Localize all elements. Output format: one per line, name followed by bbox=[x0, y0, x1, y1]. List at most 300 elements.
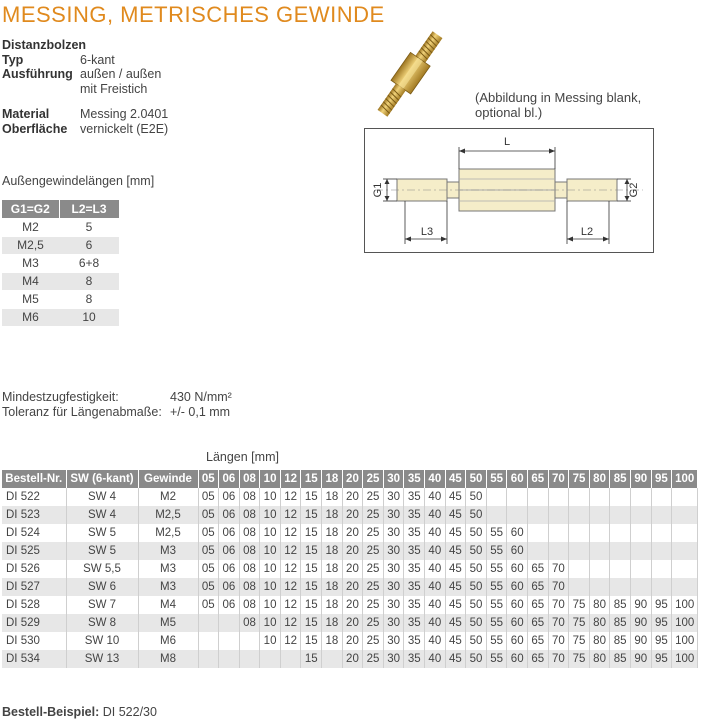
table-cell: 12 bbox=[280, 524, 301, 542]
order-header-13: 35 bbox=[404, 470, 425, 488]
table-cell: 30 bbox=[383, 542, 404, 560]
table-cell bbox=[589, 578, 610, 596]
table-cell: 45 bbox=[445, 578, 466, 596]
order-header-3: 05 bbox=[198, 470, 219, 488]
table-cell: 40 bbox=[425, 578, 446, 596]
table-cell: 75 bbox=[569, 632, 590, 650]
table-cell: SW 4 bbox=[66, 488, 138, 506]
table-cell: 85 bbox=[610, 614, 631, 632]
table-cell: DI 534 bbox=[2, 650, 66, 668]
table-row bbox=[2, 596, 698, 614]
table-cell bbox=[569, 560, 590, 578]
table-cell bbox=[672, 560, 698, 578]
table-cell: 65 bbox=[528, 650, 549, 668]
table-cell: 12 bbox=[280, 578, 301, 596]
table-cell: 40 bbox=[425, 488, 446, 506]
table-cell: 06 bbox=[219, 578, 240, 596]
table-cell: 90 bbox=[630, 632, 651, 650]
table-cell: DI 522 bbox=[2, 488, 66, 506]
table-cell: 55 bbox=[486, 650, 507, 668]
table-cell: 40 bbox=[425, 542, 446, 560]
table-cell: 40 bbox=[425, 650, 446, 668]
table-cell: 12 bbox=[280, 542, 301, 560]
table-cell: 12 bbox=[280, 506, 301, 524]
table-cell: 5 bbox=[59, 218, 119, 236]
table-cell bbox=[672, 578, 698, 596]
table-cell bbox=[630, 542, 651, 560]
table-cell: 60 bbox=[507, 542, 528, 560]
table-cell: 15 bbox=[301, 632, 322, 650]
table-cell: 35 bbox=[404, 578, 425, 596]
table-cell: 85 bbox=[610, 650, 631, 668]
table-cell: 06 bbox=[219, 542, 240, 560]
table-cell: 10 bbox=[260, 632, 281, 650]
table-cell bbox=[610, 524, 631, 542]
table-cell: 12 bbox=[280, 632, 301, 650]
table-cell: 8 bbox=[59, 272, 119, 290]
thread-table bbox=[2, 200, 120, 327]
order-example bbox=[2, 705, 157, 719]
spec-block bbox=[2, 38, 168, 136]
order-header-8: 15 bbox=[301, 470, 322, 488]
table-cell bbox=[610, 578, 631, 596]
order-header-9: 18 bbox=[322, 470, 343, 488]
table-cell: M4 bbox=[2, 272, 59, 290]
table-cell: 45 bbox=[445, 560, 466, 578]
table-cell: 15 bbox=[301, 506, 322, 524]
table-cell: M5 bbox=[2, 290, 59, 308]
table-cell: 35 bbox=[404, 524, 425, 542]
table-cell: 20 bbox=[342, 542, 363, 560]
table-cell: 100 bbox=[672, 650, 698, 668]
table-cell bbox=[672, 524, 698, 542]
table-row bbox=[2, 650, 698, 668]
table-cell bbox=[198, 650, 219, 668]
table-cell: 18 bbox=[322, 542, 343, 560]
technical-drawing bbox=[364, 128, 654, 253]
order-header-18: 60 bbox=[507, 470, 528, 488]
table-cell: 90 bbox=[630, 614, 651, 632]
table-cell: DI 529 bbox=[2, 614, 66, 632]
table-cell: 60 bbox=[507, 650, 528, 668]
table-cell: 20 bbox=[342, 488, 363, 506]
table-cell: M5 bbox=[138, 614, 198, 632]
order-header-26: 100 bbox=[672, 470, 698, 488]
table-cell bbox=[589, 506, 610, 524]
table-cell bbox=[589, 542, 610, 560]
table-cell: 40 bbox=[425, 596, 446, 614]
table-cell: 40 bbox=[425, 614, 446, 632]
table-cell: 95 bbox=[651, 632, 672, 650]
table-cell: 65 bbox=[528, 614, 549, 632]
table-cell bbox=[219, 650, 240, 668]
table-cell bbox=[630, 524, 651, 542]
table-cell bbox=[672, 506, 698, 524]
ausfuehrung-value-2: mit Freistich bbox=[80, 81, 148, 96]
dim-L2: L2 bbox=[580, 226, 594, 238]
table-cell: 55 bbox=[486, 560, 507, 578]
table-cell: 30 bbox=[383, 524, 404, 542]
table-cell: 10 bbox=[260, 578, 281, 596]
table-cell: 100 bbox=[672, 596, 698, 614]
table-cell: M3 bbox=[138, 542, 198, 560]
table-cell bbox=[589, 560, 610, 578]
table-row bbox=[2, 488, 698, 506]
table-cell: 70 bbox=[548, 596, 569, 614]
table-cell: 45 bbox=[445, 488, 466, 506]
product-photo bbox=[355, 26, 465, 122]
properties-block bbox=[2, 390, 232, 419]
table-cell bbox=[610, 560, 631, 578]
table-cell: 10 bbox=[260, 542, 281, 560]
table-cell: 18 bbox=[322, 524, 343, 542]
table-cell bbox=[569, 488, 590, 506]
table-cell: 50 bbox=[466, 596, 487, 614]
table-cell: 45 bbox=[445, 650, 466, 668]
table-cell: 55 bbox=[486, 578, 507, 596]
table-cell: M8 bbox=[138, 650, 198, 668]
table-cell: 10 bbox=[260, 596, 281, 614]
table-cell: 55 bbox=[486, 614, 507, 632]
table-cell: 18 bbox=[322, 614, 343, 632]
typ-value: 6-kant bbox=[80, 52, 115, 67]
table-cell bbox=[486, 506, 507, 524]
zug-value: 430 N/mm² bbox=[170, 390, 232, 404]
table-cell bbox=[630, 488, 651, 506]
table-row bbox=[2, 290, 119, 308]
table-cell: 18 bbox=[322, 560, 343, 578]
table-cell: 15 bbox=[301, 488, 322, 506]
tol-value: +/- 0,1 mm bbox=[170, 404, 231, 419]
table-cell: 18 bbox=[322, 488, 343, 506]
table-cell: 50 bbox=[466, 560, 487, 578]
table-cell bbox=[280, 650, 301, 668]
table-cell: 40 bbox=[425, 524, 446, 542]
order-header-23: 85 bbox=[610, 470, 631, 488]
table-cell: 65 bbox=[528, 578, 549, 596]
dim-G2: G2 bbox=[628, 182, 640, 198]
table-cell: 06 bbox=[219, 488, 240, 506]
table-cell: 70 bbox=[548, 578, 569, 596]
table-cell: 15 bbox=[301, 614, 322, 632]
table-cell: 65 bbox=[528, 560, 549, 578]
table-cell: 25 bbox=[363, 578, 384, 596]
table-cell: 25 bbox=[363, 560, 384, 578]
table-cell: 55 bbox=[486, 632, 507, 650]
table-cell bbox=[507, 488, 528, 506]
table-cell: 90 bbox=[630, 650, 651, 668]
order-header-16: 50 bbox=[466, 470, 487, 488]
table-cell: 35 bbox=[404, 614, 425, 632]
order-header-22: 80 bbox=[589, 470, 610, 488]
order-example-value: DI 522/30 bbox=[102, 705, 157, 719]
table-cell: 35 bbox=[404, 506, 425, 524]
table-cell bbox=[651, 506, 672, 524]
table-cell: 30 bbox=[383, 650, 404, 668]
table-cell: 08 bbox=[239, 578, 260, 596]
table-cell: DI 524 bbox=[2, 524, 66, 542]
table-cell bbox=[589, 488, 610, 506]
table-cell: 35 bbox=[404, 632, 425, 650]
table-cell: 15 bbox=[301, 524, 322, 542]
table-cell: 45 bbox=[445, 542, 466, 560]
table-cell: M2,5 bbox=[138, 524, 198, 542]
order-header-7: 12 bbox=[280, 470, 301, 488]
table-cell: M6 bbox=[138, 632, 198, 650]
table-cell: 50 bbox=[466, 614, 487, 632]
table-cell bbox=[219, 614, 240, 632]
table-row bbox=[2, 308, 119, 326]
table-cell: 25 bbox=[363, 524, 384, 542]
table-cell: 80 bbox=[589, 614, 610, 632]
table-cell: 10 bbox=[59, 308, 119, 326]
table-cell: 30 bbox=[383, 614, 404, 632]
table-cell: SW 10 bbox=[66, 632, 138, 650]
table-cell: 60 bbox=[507, 596, 528, 614]
order-header-1: SW (6-kant) bbox=[66, 470, 138, 488]
order-header-21: 75 bbox=[569, 470, 590, 488]
table-cell: 60 bbox=[507, 632, 528, 650]
table-cell: 30 bbox=[383, 506, 404, 524]
table-cell bbox=[528, 542, 549, 560]
table-cell: M4 bbox=[138, 596, 198, 614]
table-cell bbox=[486, 488, 507, 506]
table-cell: 15 bbox=[301, 560, 322, 578]
table-cell: 30 bbox=[383, 632, 404, 650]
table-cell: 50 bbox=[466, 488, 487, 506]
table-cell: 20 bbox=[342, 524, 363, 542]
table-cell: 40 bbox=[425, 632, 446, 650]
table-cell bbox=[528, 506, 549, 524]
oberflaeche-value: vernickelt (E2E) bbox=[80, 121, 169, 136]
image-note: (Abbildung in Messing blank, optional bl.) bbox=[475, 90, 642, 120]
table-cell: M6 bbox=[2, 308, 59, 326]
table-cell: DI 527 bbox=[2, 578, 66, 596]
table-cell: 55 bbox=[486, 542, 507, 560]
table-cell bbox=[672, 488, 698, 506]
material-label: Material bbox=[2, 107, 50, 121]
table-cell bbox=[260, 650, 281, 668]
table-cell bbox=[219, 632, 240, 650]
table-cell bbox=[651, 542, 672, 560]
table-cell: 25 bbox=[363, 488, 384, 506]
table-cell bbox=[239, 650, 260, 668]
table-cell: 08 bbox=[239, 542, 260, 560]
table-cell: 60 bbox=[507, 614, 528, 632]
table-cell bbox=[548, 542, 569, 560]
table-cell: 06 bbox=[219, 560, 240, 578]
order-example-label: Bestell-Beispiel: bbox=[2, 705, 100, 719]
table-cell: 20 bbox=[342, 578, 363, 596]
table-cell: 80 bbox=[589, 632, 610, 650]
table-cell: 10 bbox=[260, 488, 281, 506]
table-cell: SW 7 bbox=[66, 596, 138, 614]
table-row bbox=[2, 632, 698, 650]
order-header-17: 55 bbox=[486, 470, 507, 488]
ausfuehrung-label: Ausführung bbox=[2, 67, 73, 81]
table-cell: 35 bbox=[404, 488, 425, 506]
table-cell: 70 bbox=[548, 632, 569, 650]
table-cell: 20 bbox=[342, 560, 363, 578]
zug-label: Mindestzugfestigkeit: bbox=[2, 390, 119, 404]
table-cell bbox=[569, 524, 590, 542]
table-cell: 08 bbox=[239, 488, 260, 506]
table-cell: 85 bbox=[610, 596, 631, 614]
table-cell bbox=[507, 506, 528, 524]
order-header-15: 45 bbox=[445, 470, 466, 488]
table-cell: 35 bbox=[404, 596, 425, 614]
order-header-2: Gewinde bbox=[138, 470, 198, 488]
table-cell: 35 bbox=[404, 560, 425, 578]
table-cell bbox=[651, 488, 672, 506]
table-cell bbox=[528, 488, 549, 506]
order-header-20: 70 bbox=[548, 470, 569, 488]
table-cell: 100 bbox=[672, 614, 698, 632]
table-cell: 25 bbox=[363, 614, 384, 632]
table-cell bbox=[548, 506, 569, 524]
table-row bbox=[2, 506, 698, 524]
table-cell: 18 bbox=[322, 596, 343, 614]
table-cell: 60 bbox=[507, 578, 528, 596]
table-row bbox=[2, 560, 698, 578]
table-cell: 75 bbox=[569, 650, 590, 668]
table-cell: SW 5 bbox=[66, 524, 138, 542]
table-cell bbox=[651, 578, 672, 596]
table-cell bbox=[630, 506, 651, 524]
table-cell: 10 bbox=[260, 614, 281, 632]
table-cell: 45 bbox=[445, 614, 466, 632]
table-cell: 18 bbox=[322, 506, 343, 524]
table-cell: 05 bbox=[198, 488, 219, 506]
order-header-11: 25 bbox=[363, 470, 384, 488]
order-header-14: 40 bbox=[425, 470, 446, 488]
tol-label: Toleranz für Längenabmaße: bbox=[2, 404, 162, 419]
lengths-caption: Längen [mm] bbox=[206, 450, 279, 464]
table-cell: 50 bbox=[466, 506, 487, 524]
table-cell bbox=[651, 524, 672, 542]
table-cell: DI 525 bbox=[2, 542, 66, 560]
table-cell: 12 bbox=[280, 488, 301, 506]
table-cell: 30 bbox=[383, 560, 404, 578]
table-cell: M2 bbox=[2, 218, 59, 236]
table-cell: 75 bbox=[569, 596, 590, 614]
table-cell: 65 bbox=[528, 596, 549, 614]
table-cell: DI 530 bbox=[2, 632, 66, 650]
table-cell bbox=[198, 614, 219, 632]
table-cell: 06 bbox=[219, 596, 240, 614]
table-cell: DI 526 bbox=[2, 560, 66, 578]
table-cell: 25 bbox=[363, 650, 384, 668]
table-cell: 08 bbox=[239, 560, 260, 578]
table-cell: 50 bbox=[466, 632, 487, 650]
table-cell: 95 bbox=[651, 596, 672, 614]
table-cell: 35 bbox=[404, 650, 425, 668]
table-cell bbox=[569, 578, 590, 596]
table-cell: 40 bbox=[425, 506, 446, 524]
table-cell bbox=[672, 542, 698, 560]
table-cell: 08 bbox=[239, 596, 260, 614]
table-cell: 20 bbox=[342, 614, 363, 632]
ausfuehrung-value-1: außen / außen bbox=[80, 67, 162, 81]
table-cell: 70 bbox=[548, 560, 569, 578]
table-cell: 06 bbox=[219, 524, 240, 542]
table-cell: 12 bbox=[280, 560, 301, 578]
table-cell: 20 bbox=[342, 650, 363, 668]
table-cell: 08 bbox=[239, 506, 260, 524]
order-header-19: 65 bbox=[528, 470, 549, 488]
table-cell: 05 bbox=[198, 560, 219, 578]
order-table bbox=[2, 470, 698, 668]
table-cell: 80 bbox=[589, 650, 610, 668]
table-cell bbox=[548, 488, 569, 506]
table-cell: 45 bbox=[445, 524, 466, 542]
order-header-4: 06 bbox=[219, 470, 240, 488]
table-cell: 70 bbox=[548, 650, 569, 668]
table-cell: 30 bbox=[383, 488, 404, 506]
table-cell bbox=[651, 560, 672, 578]
table-cell: SW 5 bbox=[66, 542, 138, 560]
thread-table-caption: Außengewindelängen [mm] bbox=[2, 174, 155, 188]
table-cell: 85 bbox=[610, 632, 631, 650]
table-cell: SW 6 bbox=[66, 578, 138, 596]
table-cell: 15 bbox=[301, 542, 322, 560]
order-header-0: Bestell-Nr. bbox=[2, 470, 66, 488]
table-cell bbox=[322, 650, 343, 668]
thread-header-0: G1=G2 bbox=[2, 200, 59, 218]
table-cell: 35 bbox=[404, 542, 425, 560]
table-cell bbox=[239, 632, 260, 650]
table-cell bbox=[528, 524, 549, 542]
table-row bbox=[2, 254, 119, 272]
table-cell bbox=[548, 524, 569, 542]
dim-L3: L3 bbox=[420, 226, 434, 238]
table-cell: M2,5 bbox=[2, 236, 59, 254]
table-cell: 18 bbox=[322, 632, 343, 650]
table-cell: 20 bbox=[342, 506, 363, 524]
table-cell: DI 528 bbox=[2, 596, 66, 614]
table-cell: 50 bbox=[466, 650, 487, 668]
table-cell: M2 bbox=[138, 488, 198, 506]
table-cell bbox=[610, 542, 631, 560]
table-cell: 06 bbox=[219, 506, 240, 524]
table-cell: 25 bbox=[363, 632, 384, 650]
table-cell: 30 bbox=[383, 596, 404, 614]
table-cell: 18 bbox=[322, 578, 343, 596]
table-cell bbox=[630, 560, 651, 578]
table-cell: 50 bbox=[466, 524, 487, 542]
table-row bbox=[2, 542, 698, 560]
table-cell bbox=[198, 632, 219, 650]
table-cell: M3 bbox=[138, 578, 198, 596]
table-cell: 55 bbox=[486, 596, 507, 614]
table-cell: SW 13 bbox=[66, 650, 138, 668]
table-cell: 75 bbox=[569, 614, 590, 632]
table-row bbox=[2, 218, 119, 236]
table-row bbox=[2, 524, 698, 542]
table-cell: 15 bbox=[301, 578, 322, 596]
table-cell: 12 bbox=[280, 596, 301, 614]
table-cell bbox=[569, 506, 590, 524]
table-cell: M3 bbox=[2, 254, 59, 272]
table-cell: SW 8 bbox=[66, 614, 138, 632]
page-title: MESSING, METRISCHES GEWINDE bbox=[2, 2, 385, 27]
table-cell: M3 bbox=[138, 560, 198, 578]
table-cell: 95 bbox=[651, 650, 672, 668]
table-cell: 90 bbox=[630, 596, 651, 614]
table-cell: 40 bbox=[425, 560, 446, 578]
table-cell bbox=[630, 578, 651, 596]
table-cell: SW 4 bbox=[66, 506, 138, 524]
